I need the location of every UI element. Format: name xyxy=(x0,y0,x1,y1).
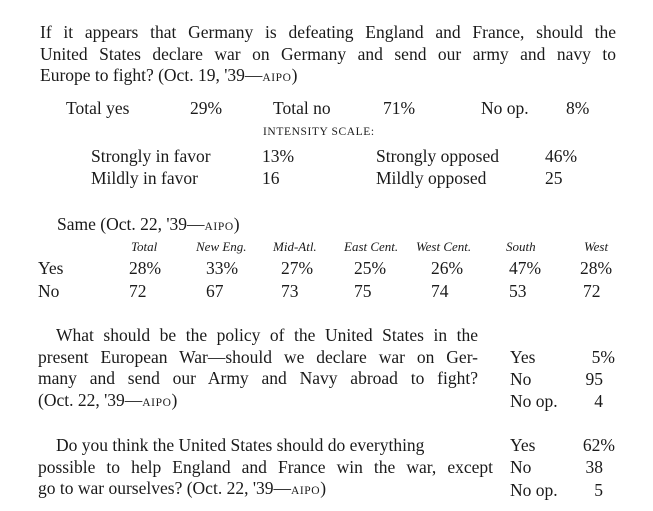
cell-yes-west-cent: 26% xyxy=(431,258,464,278)
col-header-new-eng: New Eng. xyxy=(196,239,247,254)
q3-answer-no-value: 95 xyxy=(585,369,603,389)
question-1-line: Europe to fight? xyxy=(40,65,154,85)
strongly-opposed-value: 46% xyxy=(545,146,578,166)
total-yes-label: Total yes xyxy=(66,98,130,118)
same-date-close: ) xyxy=(233,214,240,234)
row-label-yes: Yes xyxy=(38,258,64,278)
question-4-text xyxy=(38,435,493,503)
cell-no-east-cent: 75 xyxy=(354,281,372,301)
question-3-text xyxy=(38,325,478,414)
total-no-label: Total no xyxy=(273,98,331,118)
question-1-date: (Oct. 19, '39— xyxy=(158,65,263,85)
question-4-date-close: ) xyxy=(320,478,327,498)
same-question-heading xyxy=(57,214,240,237)
cell-yes-east-cent: 25% xyxy=(354,258,387,278)
question-3-date-close: ) xyxy=(171,389,178,410)
question-4-date: (Oct. 22, '39— xyxy=(186,478,291,498)
same-label: Same xyxy=(57,214,96,234)
strongly-opposed-label: Strongly opposed xyxy=(376,146,499,166)
total-no-value: 71% xyxy=(383,98,416,118)
question-3-date-line xyxy=(38,390,478,415)
cell-yes-new-eng: 33% xyxy=(206,258,239,278)
question-4-line-last xyxy=(38,478,493,503)
cell-yes-total: 28% xyxy=(129,258,162,278)
question-4-line: go to war ourselves? xyxy=(38,478,183,498)
cell-no-total: 72 xyxy=(129,281,147,301)
total-yes-value: 29% xyxy=(190,98,223,118)
cell-no-new-eng: 67 xyxy=(206,281,224,301)
col-header-south: South xyxy=(506,239,536,254)
col-header-total: Total xyxy=(131,239,158,254)
q4-answer-noop-label: No op. xyxy=(510,480,558,500)
question-1-line: United States declare war on Germany and send our army and navy to xyxy=(40,43,616,64)
q3-answer-noop-value: 4 xyxy=(594,391,603,411)
question-1-line-last xyxy=(40,65,616,90)
question-1-source: AIPO xyxy=(262,72,292,84)
question-3-line: present European War—should we declare war on Ger- xyxy=(38,346,478,367)
cell-no-south: 53 xyxy=(509,281,527,301)
question-1-text xyxy=(40,22,616,90)
cell-no-west: 72 xyxy=(583,281,601,301)
question-3-line: many and send our Army and Navy abroad to fight? xyxy=(38,368,478,388)
cell-yes-mid-atl: 27% xyxy=(281,258,314,278)
question-4-line: Do you think the United States should do everything xyxy=(56,435,425,455)
question-4-line: possible to help England and France win the war, except xyxy=(38,456,493,477)
q4-answer-no-value: 38 xyxy=(585,457,603,477)
strongly-in-favor-label: Strongly in favor xyxy=(91,146,211,166)
col-header-west: West xyxy=(584,239,609,254)
mildly-in-favor-value: 16 xyxy=(262,168,280,188)
q3-answer-no-label: No xyxy=(510,369,532,389)
col-header-west-cent: West Cent. xyxy=(416,239,472,254)
q3-answer-yes-value: 5% xyxy=(591,347,615,367)
row-label-no: No xyxy=(38,281,60,301)
mildly-in-favor-label: Mildly in favor xyxy=(91,168,198,188)
cell-no-west-cent: 74 xyxy=(431,281,449,301)
no-opinion-value: 8% xyxy=(566,98,590,118)
question-4-source: AIPO xyxy=(290,485,321,497)
q3-answer-noop-label: No op. xyxy=(510,391,558,411)
q4-answer-yes-value: 62% xyxy=(582,435,615,455)
question-3-source: AIPO xyxy=(142,396,172,409)
same-source: AIPO xyxy=(204,221,234,233)
q4-answer-noop-value: 5 xyxy=(594,480,603,500)
mildly-opposed-value: 25 xyxy=(545,168,563,188)
cell-yes-south: 47% xyxy=(509,258,542,278)
question-3-line: What should be the policy of the United States in the xyxy=(56,325,478,345)
same-date: (Oct. 22, '39— xyxy=(100,214,205,234)
col-header-east-cent: East Cent. xyxy=(344,239,399,254)
no-opinion-label: No op. xyxy=(481,98,529,118)
cell-no-mid-atl: 73 xyxy=(281,281,299,301)
mildly-opposed-label: Mildly opposed xyxy=(376,168,487,188)
q4-answer-yes-label: Yes xyxy=(510,435,536,455)
q3-answer-yes-label: Yes xyxy=(510,347,536,367)
question-1-date-close: ) xyxy=(291,65,298,85)
intensity-scale-title: INTENSITY SCALE: xyxy=(263,126,375,138)
q4-answer-no-label: No xyxy=(510,457,532,477)
col-header-mid-atl: Mid-Atl. xyxy=(273,239,317,254)
cell-yes-west: 28% xyxy=(580,258,613,278)
question-3-date: (Oct. 22, '39— xyxy=(38,389,143,410)
question-1-line: If it appears that Germany is defeating England and France, should the xyxy=(40,22,616,42)
strongly-in-favor-value: 13% xyxy=(262,146,295,166)
